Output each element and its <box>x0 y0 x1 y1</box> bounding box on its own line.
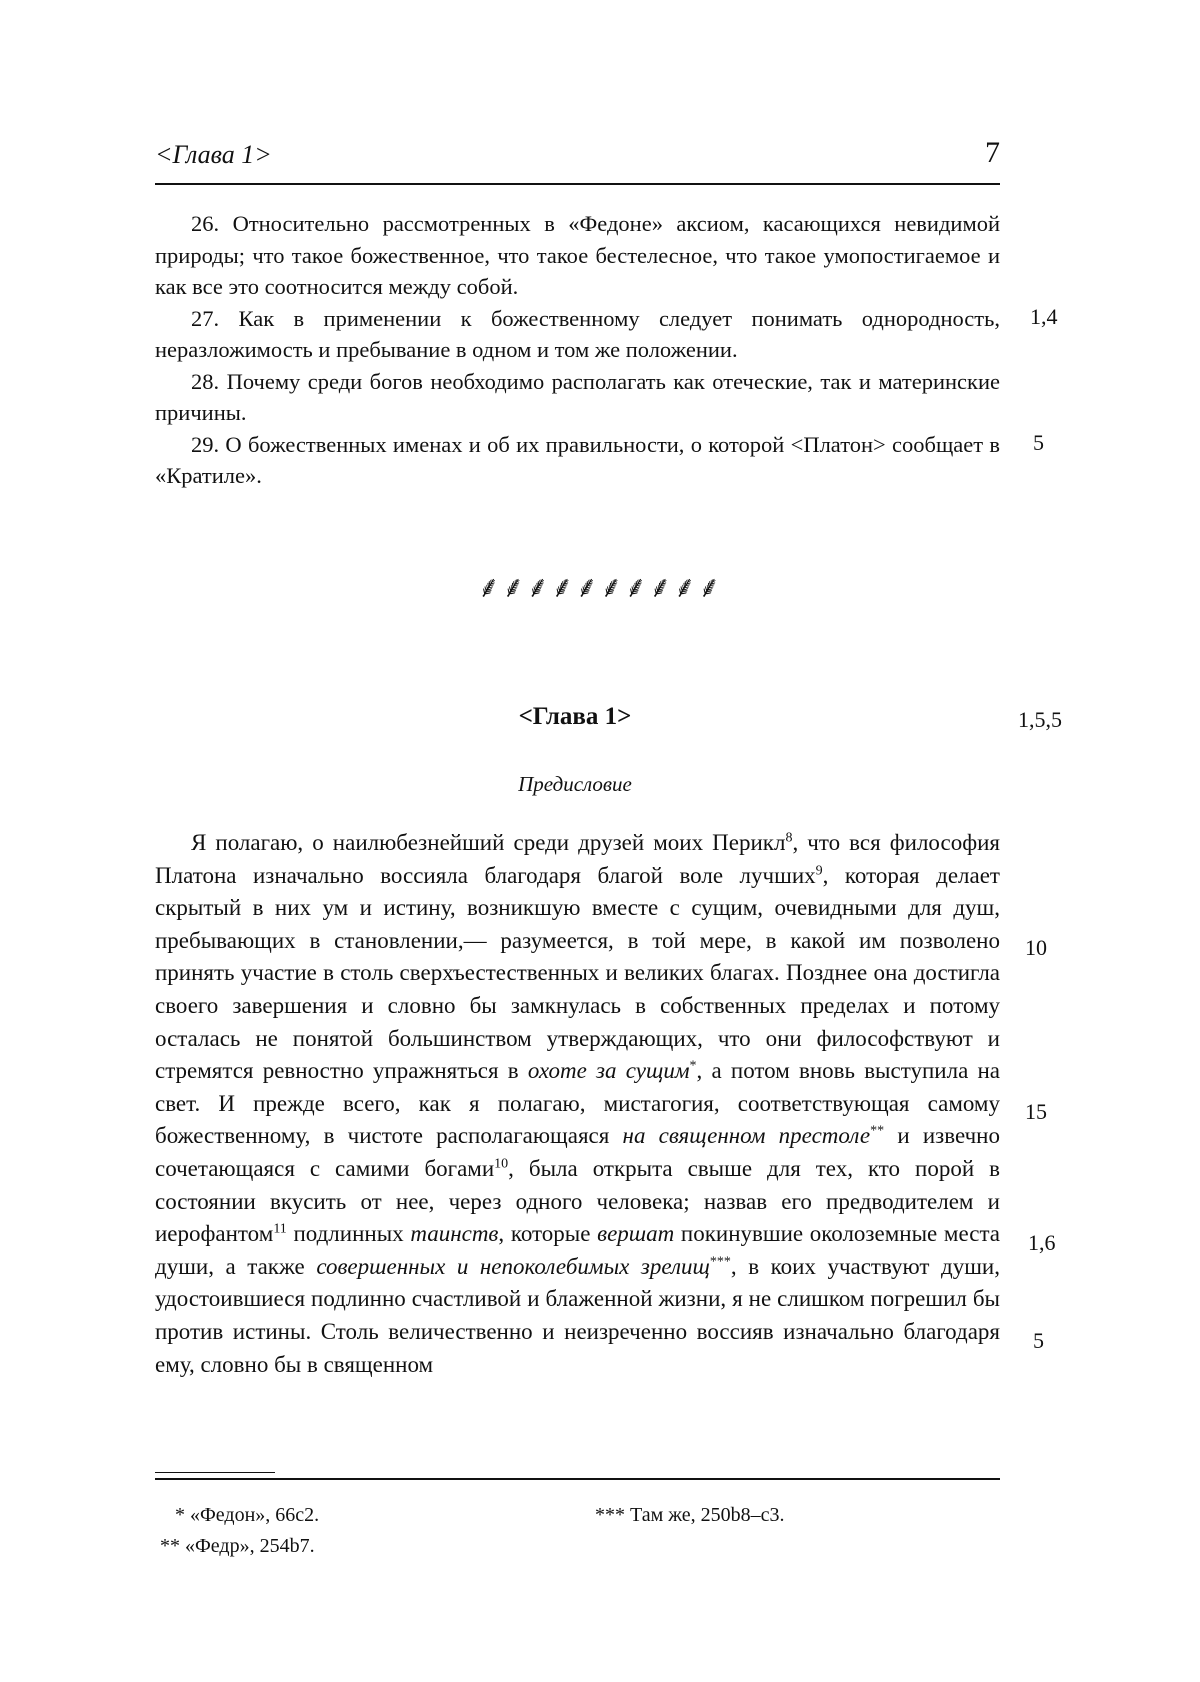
toc-item: 27. Как в применении к божественному следует понимать однородность, неразложимость и пребывание в одном и том же положении. <box>155 305 1000 362</box>
toc-list <box>155 208 1000 492</box>
body-text <box>155 827 1000 1381</box>
chapter-title: <Глава 1> <box>518 703 632 730</box>
margin-ref: 5 <box>1033 430 1044 455</box>
chapter-subtitle: Предисловие <box>518 772 632 796</box>
footnote-rule-short <box>155 1472 275 1473</box>
running-title: <Глава 1> <box>155 140 272 169</box>
toc-item: 29. О божественных именах и об их правильности, о которой <Платон> сообщает в «Кратиле». <box>155 431 1000 488</box>
ornament-divider: ⸙⸙⸙⸙⸙⸙⸙⸙⸙⸙ <box>477 571 723 604</box>
footnote: ** «Федр», 254b7. <box>160 1535 315 1557</box>
toc-item: 28. Почему среди богов необходимо располагать как отеческие, так и материнские причины. <box>155 368 1000 425</box>
paragraph: Я полагаю, о наилюбезнейший среди друзей моих Перикл$^8$, что вся философия Платона изначально воссияла благодаря благой воле лучших$^9$, которая делает скрытый в них ум и истину, возникшую вместе с сущим, очевидными для душ, пребывающих в становлении,— разумеется, в той мере, в какой им позволено принять участие в столь сверхъестественных и великих благах. Позднее она достигла своего завершения и словно бы замкнулась в собственных пределах и потому осталась не понятой большинством утверждающих, что они философствуют и стремятся ревностно упражняться в охоте за сущим*, а потом вновь выступила на свет. И прежде всего, как я полагаю, мистагогия, соответствующая самому божественному, в чистоте располагающаяся на священном престоле** и извечно сочетающаяся с самими богами$^{10}$, была открыта свыше для тех, кто порой в состоянии вкусить от нее, через одного человека; назвав его предводителем и иерофантом$^{11}$ подлинных таинств, которые вершат покинувшие околоземные места души, а также совершенных и непоколебимых зрелищ***, в коих участвуют души, удостоившиеся подлинно счастливой и блаженной жизни, я не слишком погрешил бы против истины. Столь величественно и неизреченно воссияв изначально благодаря ему, словно бы в священном <box>155 830 1000 1377</box>
margin-ref: 1,5,5 <box>1018 707 1062 732</box>
header-rule <box>155 183 1000 185</box>
footnote: * «Федон», 66c2. <box>175 1504 320 1526</box>
footnote-rule <box>155 1478 1000 1480</box>
margin-ref: 1,4 <box>1030 304 1058 329</box>
running-header <box>155 136 1000 180</box>
page-number: 7 <box>985 136 1000 169</box>
toc-item: 26. Относительно рассмотренных в «Федоне» аксиом, касающихся невидимой природы; что такое божественное, что такое бестелесное, что такое умопостигаемое и как все это соотносится между собой. <box>155 211 1000 299</box>
margin-ref: 1,6 <box>1028 1230 1056 1255</box>
margin-ref: 15 <box>1025 1099 1047 1124</box>
footnote: *** Там же, 250b8–c3. <box>595 1504 785 1526</box>
margin-ref: 5 <box>1033 1328 1044 1353</box>
margin-ref: 10 <box>1025 935 1047 960</box>
